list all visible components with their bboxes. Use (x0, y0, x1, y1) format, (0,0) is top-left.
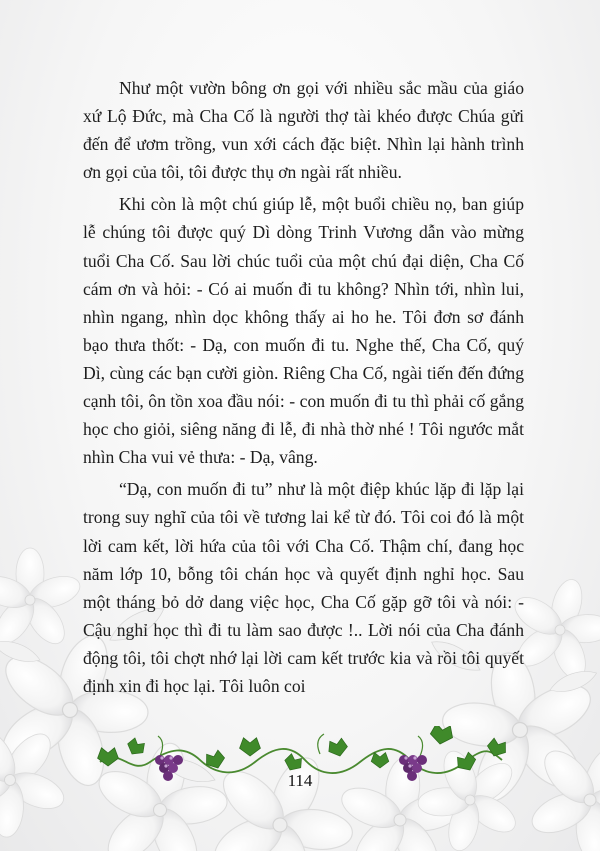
paragraph-3: “Dạ, con muốn đi tu” như là một điệp khúc lặp đi lặp lại trong suy nghĩ của tôi về tương lai kể từ đó. Tôi coi đó là một lời cam kết, lời hứa của tôi với Cha Cố. Thậm chí, đang học năm lớp 10, bỗng tôi chán học và quyết định nghỉ học. Sau một tháng bỏ dở dang việc học, Cha Cố gặp gỡ tôi và nói: - Cậu nghỉ học thì đi tu làm sao được !.. Lời nói của Cha đánh động tôi, tôi chợt nhớ lại lời cam kết trước kia và rồi tôi quyết định xin đi học lại. Tôi luôn coi (83, 479, 524, 696)
body-text (83, 74, 524, 704)
page-number: 114 (287, 771, 313, 790)
paragraph-1: Như một vườn bông ơn gọi với nhiều sắc mầu của giáo xứ Lộ Đức, mà Cha Cố là người thợ tài khéo được Chúa gửi đến để ươm trồng, vun xới cách đặc biệt. Nhìn lại hành trình ơn gọi của tôi, tôi được thụ ơn ngài rất nhiều. (83, 78, 524, 183)
paragraph-2: Khi còn là một chú giúp lễ, một buổi chiều nọ, ban giúp lễ chúng tôi được quý Dì dòng Trinh Vương dẫn vào mừng tuổi Cha Cố. Sau lời chúc tuổi của một chú đại diện, Cha Cố cám ơn và hỏi: - Có ai muốn đi tu không? Nhìn tới, nhìn lui, nhìn ngang, nhìn dọc không thấy ai ho he. Tôi đơn sơ đánh bạo thưa thốt: - Dạ, con muốn đi tu. Nghe thế, Cha Cố, quý Dì, cùng các bạn cười giòn. Riêng Cha Cố, ngài tiến đến đứng cạnh tôi, ôn tồn xoa đầu nói: - con muốn đi tu thì phải cố gắng học cho giỏi, siêng năng đi lễ, đi nhà thờ nhé ! Tôi ngước mắt nhìn Cha vui vẻ thưa: - Dạ, vâng. (83, 194, 524, 468)
